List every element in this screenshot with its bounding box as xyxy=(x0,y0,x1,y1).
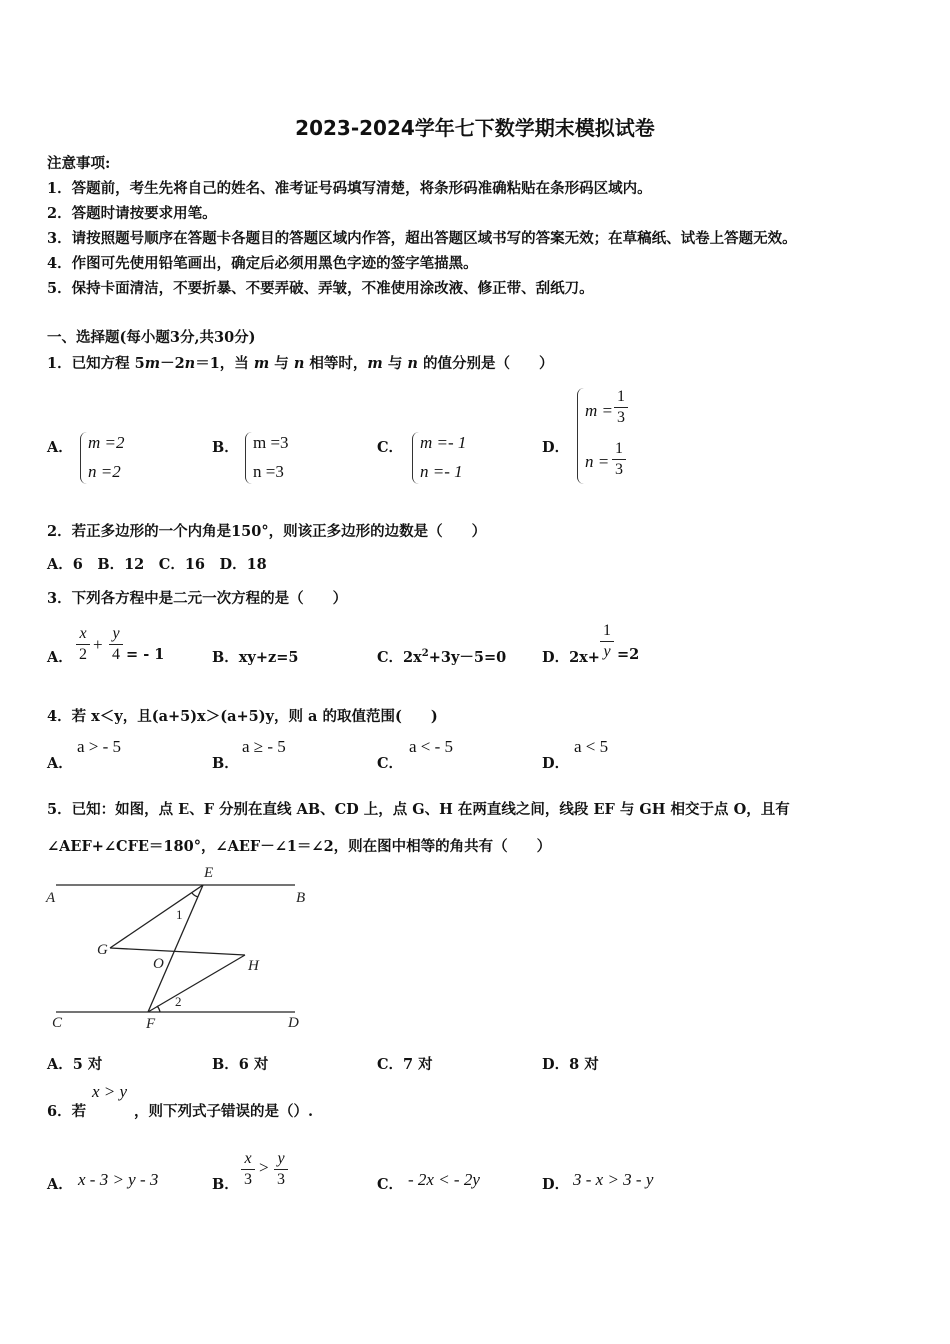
label-d: D xyxy=(288,1015,299,1031)
label-e: E xyxy=(204,865,214,881)
label-f: F xyxy=(146,1016,156,1032)
label-h: H xyxy=(248,958,259,974)
q3-option-b[interactable]: B．xy+z=5 xyxy=(212,649,299,666)
q4-d-expr: a < 5 xyxy=(574,737,609,756)
q3-option-a[interactable]: A． xyxy=(47,649,73,666)
label-a: A xyxy=(46,890,56,906)
q1-d-eq1: m = xyxy=(585,401,613,420)
label-g: G xyxy=(97,942,108,958)
brace xyxy=(577,388,584,484)
page-title: 2023-2024学年七下数学期末模拟试卷 xyxy=(295,116,655,140)
plus-sign: + xyxy=(93,635,103,654)
label-b: B xyxy=(296,890,306,906)
q4-option-b[interactable]: B． xyxy=(212,755,239,772)
angle-2-arc xyxy=(157,1006,160,1012)
q6-stem-pre: 6．若 xyxy=(47,1103,87,1120)
geometry-figure xyxy=(40,860,320,1035)
notice-item: 4．作图可先使用铅笔画出，确定后必须用黑色字迹的签字笔描黑。 xyxy=(47,255,478,272)
angle-1-arc xyxy=(192,893,198,897)
brace xyxy=(412,432,419,484)
q3-option-c[interactable]: C．$2x^2+3y-5=0$ xyxy=(377,648,507,666)
q5-stem-line2: ∠AEF+∠CFE＝180°，∠AEF－∠1＝∠2，则在图中相等的角共有（ ） xyxy=(47,838,552,855)
notice-item: 5．保持卡面清洁，不要折暴、不要弄破、弄皱，不准使用涂改液、修正带、刮纸刀。 xyxy=(47,280,594,297)
q5-option-d[interactable]: D．8 对 xyxy=(542,1056,599,1073)
q3-d-rhs: =2 xyxy=(617,646,640,663)
q6-stem-post: ，则下列式子错误的是（）. xyxy=(134,1103,314,1120)
q1-d-eq2: n = xyxy=(585,452,610,471)
q1-a-eq2: n =2 xyxy=(88,462,121,481)
q4-b-expr: a ≥ - 5 xyxy=(242,737,286,756)
notice-item: 2．答题时请按要求用笔。 xyxy=(47,205,217,222)
q5-option-b[interactable]: B．6 对 xyxy=(212,1056,269,1073)
q6-c-expr: - 2x < - 2y xyxy=(408,1170,480,1189)
segment-gh xyxy=(110,948,245,955)
q1-c-eq2: n =- 1 xyxy=(420,462,463,481)
q3-a-rhs: = - 1 xyxy=(126,646,165,663)
fraction: 1 y xyxy=(600,622,614,661)
q1-a-eq1: m =2 xyxy=(88,433,125,452)
q2-stem: 2．若正多边形的一个内角是150°，则该正多边形的边数是（ ） xyxy=(47,523,487,540)
q6-condition: x > y xyxy=(92,1082,128,1101)
q4-stem: 4．若 x＜y，且(a+5)x＞(a+5)y，则 a 的取值范围( ) xyxy=(47,708,438,725)
q4-option-c[interactable]: C． xyxy=(377,755,404,772)
q6-option-c[interactable]: C． xyxy=(377,1176,404,1193)
brace xyxy=(245,432,252,484)
q6-option-a[interactable]: A． xyxy=(47,1176,73,1193)
q1-option-a[interactable]: A． xyxy=(47,439,73,456)
q6-a-expr: x - 3 > y - 3 xyxy=(78,1170,159,1189)
q5-option-c[interactable]: C．7 对 xyxy=(377,1056,433,1073)
label-c: C xyxy=(52,1015,63,1031)
q4-c-expr: a < - 5 xyxy=(409,737,454,756)
q4-option-d[interactable]: D． xyxy=(542,755,570,772)
fraction: 1 3 xyxy=(614,388,628,427)
label-angle-1: 1 xyxy=(176,907,183,922)
q3-stem: 3．下列各方程中是二元一次方程的是（ ） xyxy=(47,590,348,607)
q2-options[interactable]: A．6 B．12 C．16 D．18 xyxy=(47,556,267,573)
q4-a-expr: a > - 5 xyxy=(77,737,122,756)
q1-stem: 1．已知方程 5m－2n＝1，当 m 与 n 相等时，m 与 n 的值分别是（ ） xyxy=(47,355,554,372)
q1-b-eq2: n =3 xyxy=(253,462,284,481)
q1-b-eq1: m =3 xyxy=(253,433,289,452)
q1-option-b[interactable]: B． xyxy=(212,439,239,456)
q1-c-eq1: m =- 1 xyxy=(420,433,467,452)
brace xyxy=(80,432,87,484)
notice-item: 3．请按照题号顺序在答题卡各题目的答题区域内作答，超出答题区域书写的答案无效；在草稿纸、试卷上答题无效。 xyxy=(47,230,797,247)
q1-option-d[interactable]: D． xyxy=(542,439,570,456)
q3-option-d[interactable]: D．2x+ xyxy=(542,649,600,666)
q5-stem-line1: 5．已知：如图，点 E、F 分别在直线 AB、CD 上，点 G、H 在两直线之间，线段 EF 与 GH 相交于点 O，且有 xyxy=(47,801,790,818)
fraction: y 3 xyxy=(274,1150,288,1189)
fraction: x 3 xyxy=(241,1150,255,1189)
fraction: x 2 xyxy=(76,625,90,664)
q6-option-d[interactable]: D． xyxy=(542,1176,570,1193)
fraction: y 4 xyxy=(109,625,123,664)
section-heading: 一、选择题(每小题3分,共30分) xyxy=(47,329,256,346)
label-angle-2: 2 xyxy=(175,994,182,1009)
label-o: O xyxy=(153,956,164,972)
greater-than: > xyxy=(259,1158,269,1177)
q4-option-a[interactable]: A． xyxy=(47,755,73,772)
notice-item: 1．答题前，考生先将自己的姓名、准考证号码填写清楚，将条形码准确粘贴在条形码区域内。 xyxy=(47,180,652,197)
q1-option-c[interactable]: C． xyxy=(377,439,404,456)
q6-option-b[interactable]: B． xyxy=(212,1176,239,1193)
q5-option-a[interactable]: A．5 对 xyxy=(47,1056,103,1073)
notice-heading: 注意事项: xyxy=(47,155,111,172)
fraction: 1 3 xyxy=(612,440,626,479)
q6-d-expr: 3 - x > 3 - y xyxy=(573,1170,654,1189)
